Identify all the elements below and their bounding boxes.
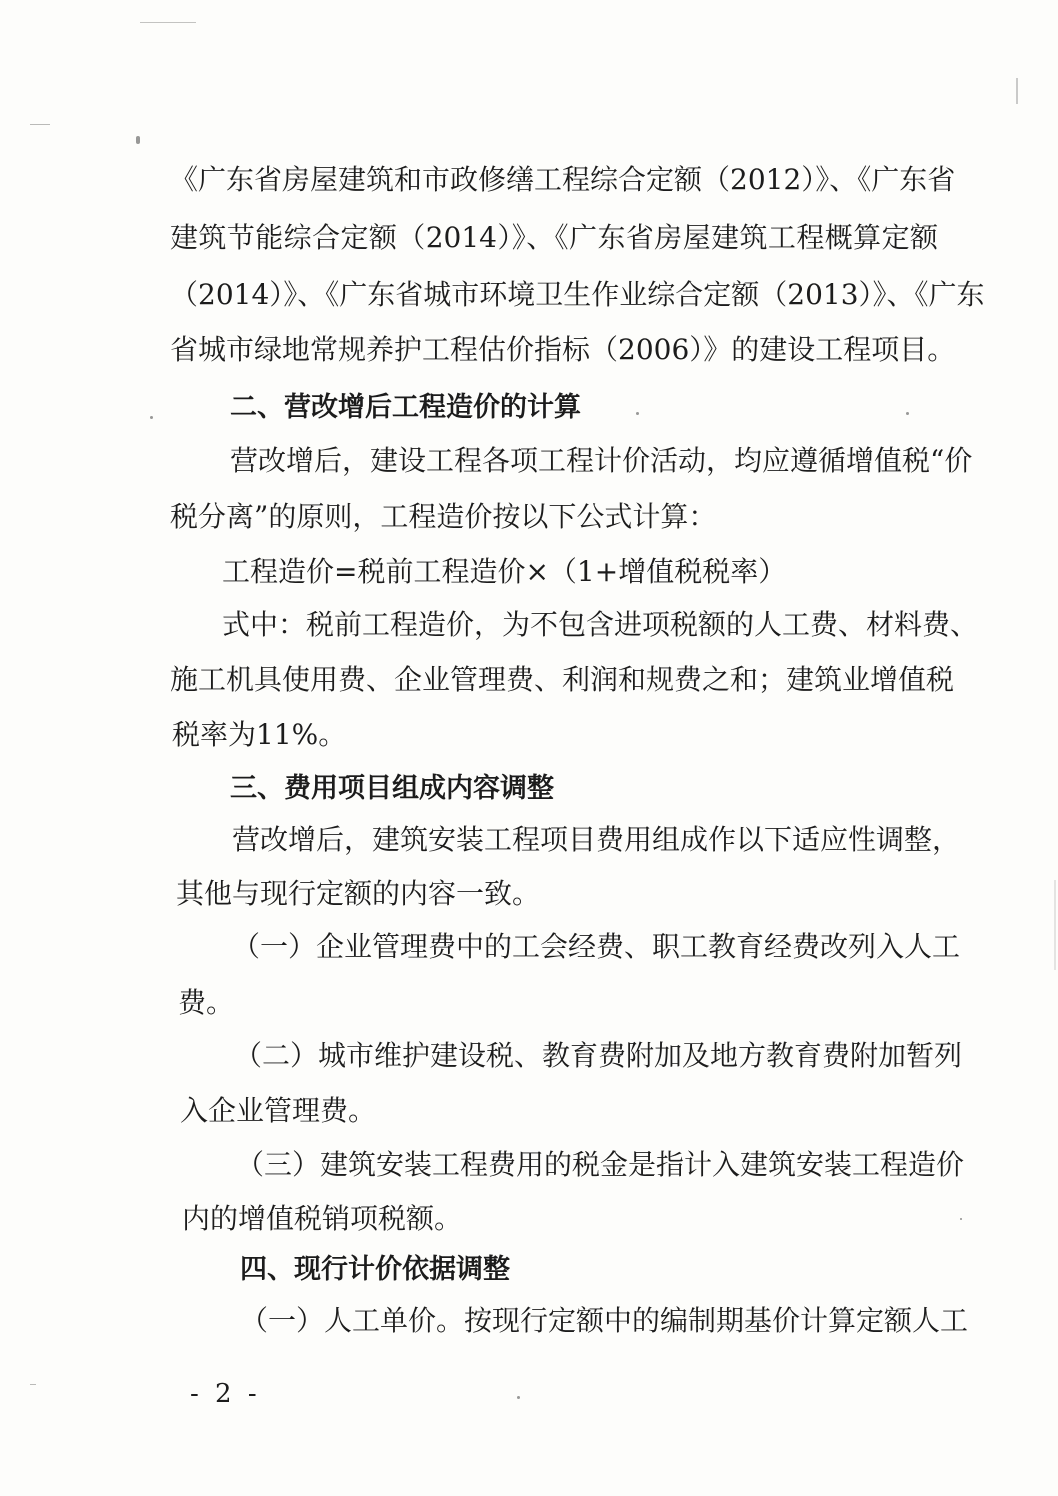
body-line-6: 营改增后，建设工程各项工程计价活动，均应遵循增值税“价 bbox=[230, 444, 973, 477]
body-line-15: （一）企业管理费中的工会经费、职工教育经费改列入人工 bbox=[232, 930, 961, 963]
scan-mark bbox=[906, 412, 909, 415]
section-heading-2: 二、营改增后工程造价的计算 bbox=[230, 392, 581, 423]
body-line-13: 营改增后，建筑安装工程项目费用组成作以下适应性调整， bbox=[232, 823, 961, 856]
body-line-7: 税分离”的原则，工程造价按以下公式计算： bbox=[170, 500, 717, 533]
section-heading-3: 三、费用项目组成内容调整 bbox=[230, 773, 554, 804]
body-line-11: 税率为11%。 bbox=[172, 718, 347, 751]
scan-mark bbox=[960, 1218, 962, 1220]
body-line-1: 《广东省房屋建筑和市政修缮工程综合定额（2012）》、《广东省 bbox=[170, 163, 956, 196]
body-line-14: 其他与现行定额的内容一致。 bbox=[176, 877, 541, 910]
body-line-17: （二）城市维护建设税、教育费附加及地方教育费附加暂列 bbox=[234, 1039, 963, 1072]
body-line-18: 入企业管理费。 bbox=[180, 1094, 377, 1127]
body-line-16: 费。 bbox=[178, 986, 235, 1019]
scan-mark bbox=[636, 412, 639, 415]
body-line-20: 内的增值税销项税额。 bbox=[182, 1202, 463, 1235]
scan-mark bbox=[517, 1396, 520, 1399]
body-line-3: （2014）》、《广东省城市环境卫生作业综合定额（2013）》、《广东 bbox=[170, 278, 985, 311]
body-line-4: 省城市绿地常规养护工程估价指标（2006）》的建设工程项目。 bbox=[170, 333, 956, 366]
scan-mark bbox=[30, 1384, 36, 1385]
body-line-9: 式中：税前工程造价，为不包含进项税额的人工费、材料费、 bbox=[222, 608, 979, 641]
scan-mark bbox=[30, 124, 50, 125]
page-number: - 2 - bbox=[190, 1379, 261, 1409]
body-line-22: （一）人工单价。按现行定额中的编制期基价计算定额人工 bbox=[240, 1304, 969, 1337]
scan-mark bbox=[140, 22, 196, 23]
formula-line: 工程造价=税前工程造价×（1+增值税税率） bbox=[222, 555, 787, 588]
scan-mark bbox=[150, 416, 153, 419]
body-line-19: （三）建筑安装工程费用的税金是指计入建筑安装工程造价 bbox=[236, 1148, 965, 1181]
body-line-10: 施工机具使用费、企业管理费、利润和规费之和；建筑业增值税 bbox=[170, 663, 955, 696]
scan-mark bbox=[136, 136, 140, 144]
body-line-2: 建筑节能综合定额（2014）》、《广东省房屋建筑工程概算定额 bbox=[170, 221, 938, 254]
scan-mark bbox=[1054, 880, 1056, 970]
section-heading-4: 四、现行计价依据调整 bbox=[240, 1254, 510, 1285]
scan-mark bbox=[1016, 78, 1018, 104]
